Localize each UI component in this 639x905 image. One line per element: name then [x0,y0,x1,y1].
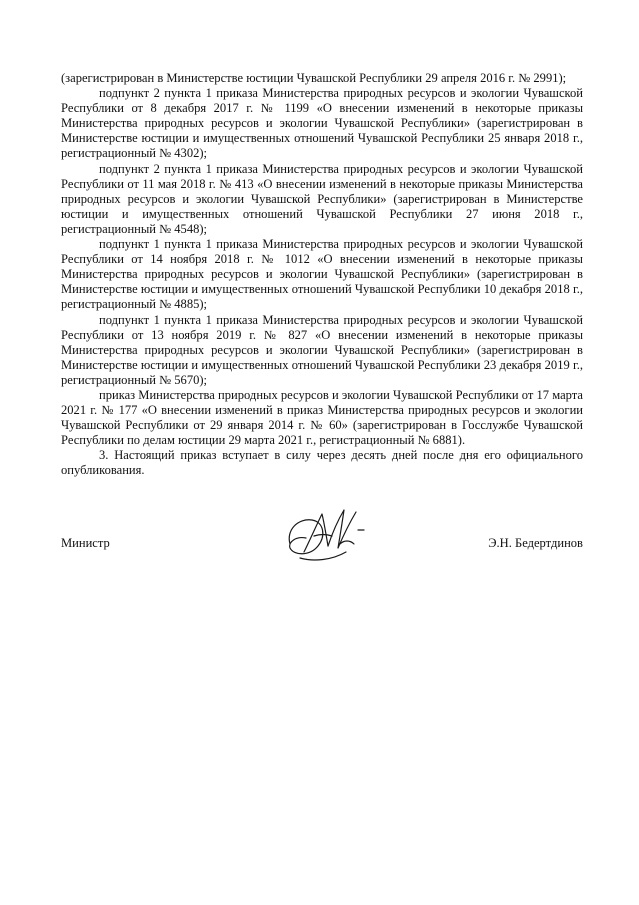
signatory-name: Э.Н. Бедертдинов [488,536,583,550]
paragraph-order-177: приказ Министерства природных ресурсов и экологии Чувашской Республики от 17 марта 2021 г. № 177 «О внесении изменений в приказ Министерства природных ресурсов и экологии Чувашской Республики от 29 января 2014 г. № 60» (зарегистрирован в Госслужбе Чувашской Республики по делам юстиции 29 марта 2021 г., регистрационный № 6881). [61,387,583,448]
paragraph-effective-date: 3. Настоящий приказ вступает в силу через десять дней после дня его официального опубликования. [61,448,583,478]
paragraph-order-1199: подпункт 2 пункта 1 приказа Министерства природных ресурсов и экологии Чувашской Республики от 8 декабря 2017 г. № 1199 «О внесении изменений в некоторые приказы Министерства природных ресурсов и экологии Чувашской Республики» (зарегистрирован в Министерстве юстиции и имущественных отношений Чувашской Республики 25 января 2018 г., регистрационный № 4302); [61,86,583,161]
handwritten-signature [280,500,380,570]
paragraph-order-413: подпункт 2 пункта 1 приказа Министерства природных ресурсов и экологии Чувашской Республики от 11 мая 2018 г. № 413 «О внесении изменений в некоторые приказы Министерства природных ресурсов и экологии Чувашской Республики» (зарегистрирован в Министерстве юстиции и имущественных отношений Чувашской Республики 27 июня 2018 г., регистрационный № 4548); [61,161,583,236]
paragraph-registration-2016: (зарегистрирован в Министерстве юстиции Чувашской Республики 29 апреля 2016 г. № 2991); [61,71,567,85]
document-body [61,71,583,479]
paragraph-order-827: подпункт 1 пункта 1 приказа Министерства природных ресурсов и экологии Чувашской Республики от 13 ноября 2019 г. № 827 «О внесении изменений в некоторые приказы Министерства природных ресурсов и экологии Чувашской Республики» (зарегистрирован в Министерстве юстиции и имущественных отношений Чувашской Республики 23 декабря 2019 г., регистрационный № 5670); [61,312,583,387]
paragraph-order-1012: подпункт 1 пункта 1 приказа Министерства природных ресурсов и экологии Чувашской Республики от 14 ноября 2018 г. № 1012 «О внесении изменений в некоторые приказы Министерства природных ресурсов и экологии Чувашской Республики» (зарегистрирован в Министерстве юстиции и имущественных отношений Чувашской Республики 10 декабря 2018 г., регистрационный № 4885); [61,237,583,312]
signatory-role: Министр [61,536,110,550]
